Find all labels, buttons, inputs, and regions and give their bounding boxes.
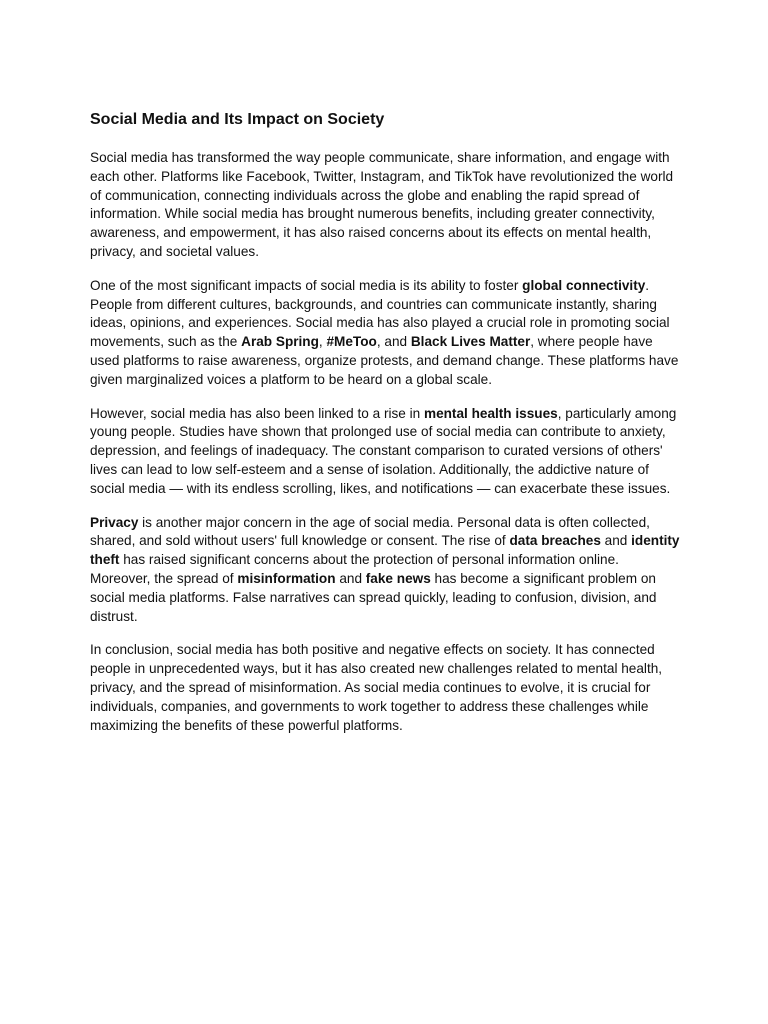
bold-term: global connectivity — [522, 277, 646, 293]
document-title: Social Media and Its Impact on Society — [90, 111, 385, 128]
paragraph-text: , particularly among young people. Studies have shown that prolonged use of social media can contribute to anxiety, depression, and feelings of inadequacy. The constant comparison to curated versions of others' lives can lead to low self-esteem and a sense of isolation. Additionally, the addictive nature of social media — with its endless scrolling, likes, and notifications — can exacerbate these issues. — [90, 405, 677, 496]
paragraph-mental-health — [90, 405, 682, 499]
document-page — [90, 110, 682, 750]
bold-term: misinformation — [237, 570, 336, 586]
paragraph-text: In conclusion, social media has both positive and negative effects on society. It has connected people in unprecedented ways, but it has also created new challenges related to mental health, privacy, and the spread of misinformation. As social media continues to evolve, it is crucial for individuals, companies, and governments to work together to address these challenges while maximizing the benefits of these powerful platforms. — [90, 642, 663, 733]
paragraph-privacy — [90, 514, 682, 627]
bold-term: fake news — [365, 570, 431, 586]
paragraph-text: is another major concern in the age of social media. Personal data is often collected, shared, and sold without users' full knowledge or consent. The rise of — [90, 514, 650, 549]
paragraph-text: However, social media has also been linked to a rise in — [90, 405, 424, 421]
bold-term: Privacy — [90, 514, 139, 530]
bold-term: identity theft — [90, 533, 680, 568]
paragraph-intro — [90, 149, 682, 262]
paragraph-text: and — [335, 570, 366, 586]
paragraph-text: . People from different cultures, backgrounds, and countries can communicate instantly, sharing ideas, opinions, and experiences. Social media has also played a crucial role in promoting social movements, such as the — [90, 277, 670, 350]
paragraph-text: Social media has transformed the way people communicate, share information, and engage with each other. Platforms like Facebook, Twitter, Instagram, and TikTok have revolutionized the world of communication, connecting individuals across the globe and enabling the rapid spread of information. While social media has brought numerous benefits, including greater connectivity, awareness, and empowerment, it has also raised concerns about its effects on mental health, privacy, and societal values. — [90, 150, 674, 259]
paragraph-text: and — [600, 533, 632, 549]
paragraph-text: , and — [376, 334, 411, 350]
paragraph-global-connectivity — [90, 277, 682, 390]
paragraph-text: has become a significant problem on social media platforms. False narratives can spread quickly, leading to confusion, division, and distrust. — [90, 570, 657, 624]
paragraph-text: One of the most significant impacts of social media is its ability to foster — [90, 277, 523, 293]
bold-term: Black Lives Matter — [410, 334, 531, 350]
paragraph-text: , where people have used platforms to raise awareness, organize protests, and demand change. These platforms have given marginalized voices a platform to be heard on a global scale. — [90, 334, 679, 387]
bold-term: Arab Spring — [241, 334, 319, 350]
paragraph-conclusion — [90, 641, 682, 735]
paragraph-text: , — [318, 334, 327, 350]
bold-term: data breaches — [509, 533, 601, 549]
bold-term: mental health issues — [423, 405, 558, 421]
paragraph-text: has raised significant concerns about the protection of personal information online. Moreover, the spread of — [90, 552, 619, 586]
bold-term: #MeToo — [326, 334, 377, 350]
